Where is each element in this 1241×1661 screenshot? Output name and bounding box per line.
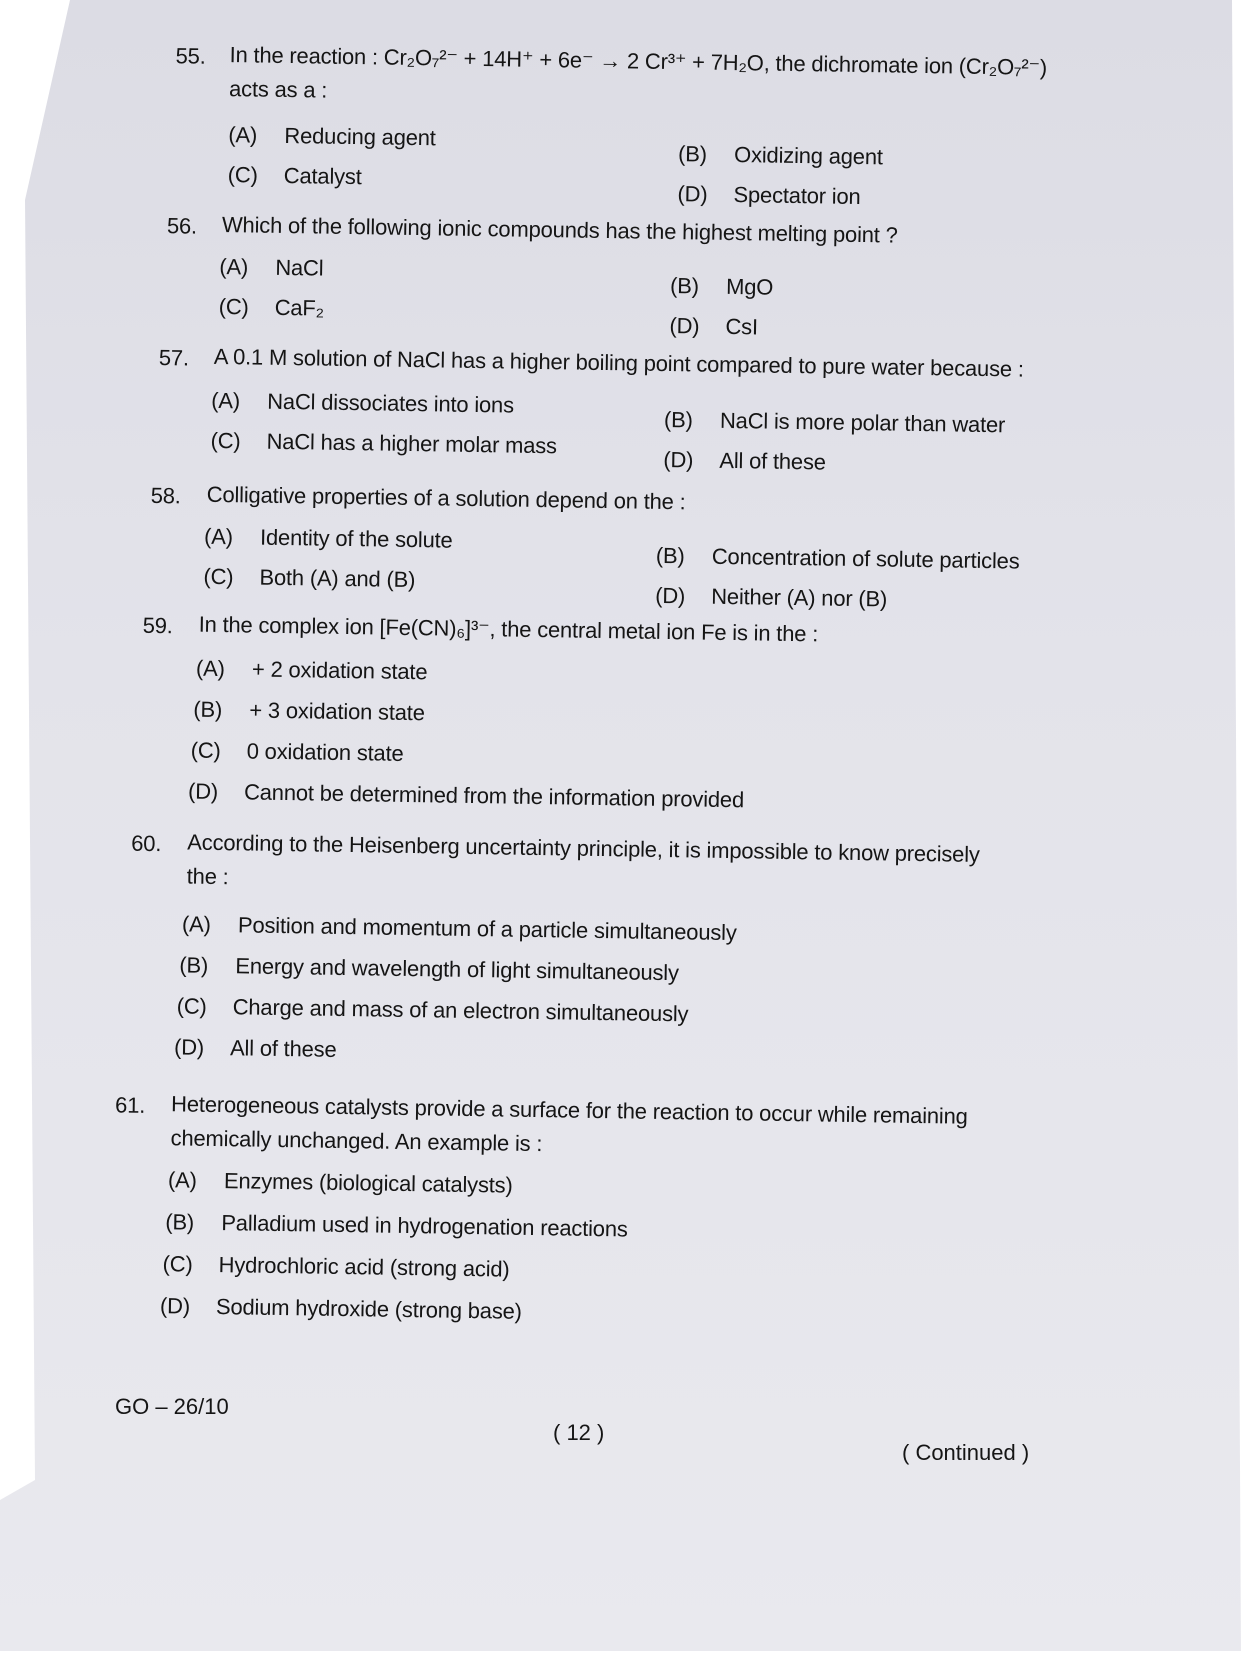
- option-label: (D): [677, 181, 708, 207]
- option-c[interactable]: [203, 564, 415, 593]
- option-c[interactable]: [228, 162, 362, 190]
- question-line: A 0.1 M solution of NaCl has a higher boiling point compared to pure water because :: [213, 343, 1024, 382]
- option-label: (B): [663, 406, 693, 433]
- option-b[interactable]: [656, 543, 1020, 575]
- option-text: NaCl is more polar than water: [719, 407, 1006, 438]
- option-b[interactable]: [193, 697, 425, 727]
- option-text: CaF₂: [274, 294, 325, 321]
- question-text: [186, 826, 979, 906]
- option-label: (A): [228, 122, 258, 148]
- question-text: [170, 1087, 968, 1168]
- option-text: + 2 oxidation state: [251, 656, 428, 685]
- option-text: Neither (A) nor (B): [711, 583, 888, 612]
- question-line: In the reaction : Cr₂O₇²⁻ + 14H⁺ + 6e⁻ → 2 Cr³⁺ + 7H₂O, the dichromate ion (Cr₂O₇²⁻): [229, 42, 1048, 80]
- question-number: 55.: [175, 43, 206, 69]
- option-text: CsI: [725, 313, 759, 340]
- option-label: (D): [669, 313, 700, 339]
- option-label: (C): [176, 993, 207, 1019]
- question-number: 56.: [166, 213, 198, 239]
- option-text: Enzymes (biological catalysts): [223, 1168, 513, 1198]
- option-text: Oxidizing agent: [733, 142, 883, 170]
- option-c[interactable]: [177, 993, 689, 1027]
- option-label: (B): [193, 696, 223, 723]
- option-a[interactable]: [211, 388, 514, 419]
- option-text: NaCl has a higher molar mass: [266, 428, 558, 459]
- option-label: (A): [195, 655, 225, 682]
- option-d[interactable]: [160, 1293, 522, 1325]
- question-number: 58.: [150, 482, 181, 509]
- option-text: Sodium hydroxide (strong base): [215, 1294, 522, 1324]
- option-text: NaCl: [275, 254, 324, 281]
- option-text: Charge and mass of an electron simultaneously: [232, 994, 689, 1027]
- option-label: (D): [663, 446, 694, 473]
- option-text: Position and momentum of a particle simultaneously: [237, 912, 737, 946]
- option-text: Palladium used in hydrogenation reactions: [221, 1210, 628, 1242]
- option-text: 0 oxidation state: [246, 738, 404, 766]
- option-d[interactable]: [663, 447, 826, 476]
- question-line: acts as a :: [228, 76, 328, 103]
- option-text: Catalyst: [283, 162, 362, 190]
- option-a[interactable]: [168, 1167, 513, 1198]
- question-line: According to the Heisenberg uncertainty principle, it is impossible to know precisely: [187, 829, 980, 867]
- option-c[interactable]: [162, 1251, 509, 1282]
- option-b[interactable]: [165, 1209, 628, 1242]
- option-label: (A): [181, 911, 211, 937]
- option-d[interactable]: [655, 583, 887, 613]
- option-c[interactable]: [210, 428, 557, 459]
- option-a[interactable]: [204, 524, 453, 554]
- option-text: Identity of the solute: [259, 524, 453, 553]
- option-text: Hydrochloric acid (strong acid): [218, 1252, 510, 1282]
- question-number: 59.: [142, 612, 173, 639]
- option-label: (D): [173, 1034, 205, 1060]
- option-label: (B): [655, 542, 685, 569]
- question-text: [229, 38, 1047, 119]
- option-label: (D): [655, 582, 686, 609]
- option-d[interactable]: [669, 313, 758, 340]
- question-text: [206, 478, 685, 520]
- option-d[interactable]: [677, 181, 860, 210]
- question-text: [222, 208, 898, 253]
- paper-code: GO – 26/10: [115, 1394, 229, 1419]
- option-label: (C): [162, 1251, 193, 1277]
- option-text: Reducing agent: [284, 122, 436, 151]
- option-label: (B): [179, 952, 209, 978]
- option-text: All of these: [229, 1035, 337, 1062]
- option-b[interactable]: [678, 141, 883, 170]
- option-b[interactable]: [670, 273, 773, 301]
- question-line: chemically unchanged. An example is :: [170, 1125, 543, 1157]
- option-text: Energy and wavelength of light simultaneously: [235, 953, 679, 986]
- option-label: (C): [190, 737, 221, 764]
- question-line: the :: [186, 863, 229, 890]
- option-label: (C): [203, 563, 234, 590]
- option-text: Concentration of solute particles: [711, 543, 1020, 574]
- option-label: (C): [227, 162, 258, 188]
- option-a[interactable]: [196, 656, 428, 686]
- option-label: (B): [669, 273, 700, 299]
- option-text: Cannot be determined from the information provided: [243, 779, 745, 813]
- option-b[interactable]: [664, 407, 1006, 438]
- question-text: [198, 608, 818, 652]
- option-label: (B): [165, 1209, 195, 1235]
- question-line: Which of the following ionic compounds has the highest melting point ?: [221, 211, 898, 248]
- question-number: 60.: [131, 830, 162, 857]
- option-b[interactable]: [179, 952, 679, 986]
- question-number: 61.: [114, 1092, 146, 1118]
- option-a[interactable]: [182, 911, 737, 946]
- option-c[interactable]: [191, 738, 404, 767]
- option-c[interactable]: [218, 294, 324, 322]
- question-line: Heterogeneous catalysts provide a surface for the reaction to occur while remaining: [170, 1091, 968, 1129]
- option-label: (A): [203, 523, 234, 550]
- question-text: [214, 340, 1024, 387]
- option-label: (D): [187, 778, 219, 804]
- option-text: All of these: [719, 447, 826, 475]
- option-label: (D): [159, 1293, 191, 1319]
- option-label: (B): [677, 141, 708, 167]
- option-a[interactable]: [219, 254, 324, 282]
- question-number: 57.: [158, 345, 190, 371]
- option-text: + 3 oxidation state: [249, 697, 425, 726]
- option-label: (C): [210, 427, 241, 454]
- option-a[interactable]: [228, 122, 436, 151]
- option-text: NaCl dissociates into ions: [267, 388, 515, 418]
- option-label: (A): [167, 1167, 197, 1193]
- page-number: ( 12 ): [553, 1420, 605, 1445]
- option-label: (A): [219, 253, 249, 280]
- question-line: Colligative properties of a solution depend on the :: [206, 481, 686, 515]
- option-label: (A): [211, 387, 241, 414]
- option-d[interactable]: [188, 779, 744, 814]
- option-d[interactable]: [174, 1034, 337, 1063]
- question-line: In the complex ion [Fe(CN)₆]³⁻, the central metal ion Fe is in the :: [198, 611, 819, 647]
- continued-label: ( Continued ): [902, 1440, 1030, 1465]
- option-label: (C): [218, 293, 249, 320]
- option-text: MgO: [725, 273, 774, 300]
- option-text: Spectator ion: [733, 182, 861, 210]
- option-text: Both (A) and (B): [259, 564, 416, 593]
